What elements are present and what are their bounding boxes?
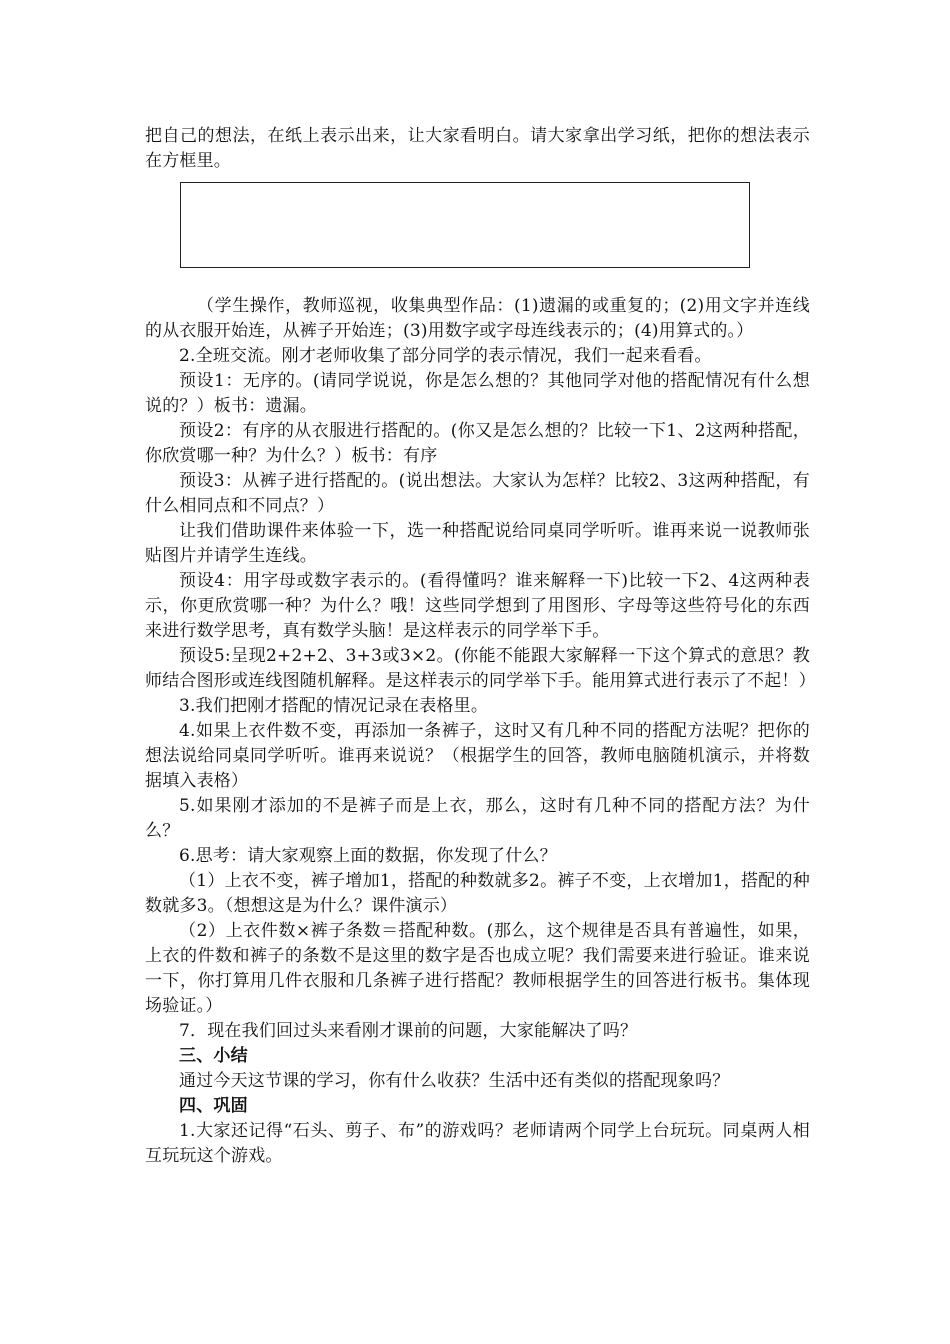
courseware-paragraph: 让我们借助课件来体验一下，选一种搭配说给同桌同学听听。谁再来说一说教师张贴图片并请学生连线。 <box>145 521 810 566</box>
student-operation-paragraph: （学生操作，教师巡视，收集典型作品：(1)遗漏的或重复的；(2)用文字并连线的从衣服开始连，从裤子开始连；(3)用数字或字母连线表示的；(4)用算式的。） <box>145 296 810 341</box>
observation-1-paragraph: （1）上衣不变，裤子增加1，搭配的种数就多2。裤子不变，上衣增加1，搭配的种数就多3。（想想这是为什么？课件演示） <box>145 871 810 916</box>
preset-1-paragraph: 预设1：无序的。(请同学说说，你是怎么想的？其他同学对他的搭配情况有什么想说的？）板书：遗漏。 <box>145 371 810 416</box>
game-paragraph: 1.大家还记得“石头、剪子、布”的游戏吗？老师请两个同学上台玩玩。同桌两人相互玩玩这个游戏。 <box>145 1121 810 1166</box>
summary-paragraph: 通过今天这节课的学习，你有什么收获？生活中还有类似的搭配现象吗？ <box>179 1071 730 1091</box>
record-table-paragraph: 3.我们把刚才搭配的情况记录在表格里。 <box>179 696 489 716</box>
consolidation-heading: 四、巩固 <box>179 1096 248 1116</box>
document-page <box>145 124 816 1169</box>
review-question-paragraph: 7．现在我们回过头来看刚才课前的问题，大家能解决了吗？ <box>179 1021 638 1041</box>
preset-2-paragraph: 预设2：有序的从衣服进行搭配的。(你又是怎么想的？比较一下1、2这两种搭配，你欣赏哪一种？为什么？）板书：有序 <box>145 421 810 466</box>
observation-2-paragraph: （2）上衣件数×裤子条数＝搭配种数。(那么，这个规律是否具有普遍性，如果，上衣的件数和裤子的条数不是这里的数字是否也成立呢？我们需要来进行验证。谁来说一下，你打算用几件衣服和几条裤子进行搭配？教师根据学生的回答进行板书。集体现场验证。） <box>145 921 810 1016</box>
class-exchange-paragraph: 2.全班交流。刚才老师收集了部分同学的表示情况，我们一起来看看。 <box>179 346 712 366</box>
intro-paragraph: 把自己的想法，在纸上表示出来，让大家看明白。请大家拿出学习纸，把你的想法表示在方框里。 <box>145 126 810 171</box>
add-pants-paragraph: 4.如果上衣件数不变，再添加一条裤子，这时又有几种不同的搭配方法呢？把你的想法说给同桌同学听听。谁再来说说？（根据学生的回答，教师电脑随机演示，并将数据填入表格） <box>145 721 810 791</box>
add-shirt-paragraph: 5.如果刚才添加的不是裤子而是上衣，那么，这时有几种不同的搭配方法？为什么？ <box>145 796 810 841</box>
summary-heading: 三、小结 <box>179 1046 248 1066</box>
answer-box <box>180 182 750 268</box>
preset-3-paragraph: 预设3：从裤子进行搭配的。(说出想法。大家认为怎样？比较2、3这两种搭配，有什么相同点和不同点？） <box>145 471 810 516</box>
think-paragraph: 6.思考：请大家观察上面的数据，你发现了什么？ <box>179 846 557 866</box>
preset-5-paragraph: 预设5:呈现2+2+2、3+3或3×2。(你能不能跟大家解释一下这个算式的意思？教师结合图形或连线图随机解释。是这样表示的同学举下手。能用算式进行表示了不起！） <box>145 646 816 691</box>
preset-4-paragraph: 预设4：用字母或数字表示的。(看得懂吗？谁来解释一下)比较一下2、4这两种表示，你更欣赏哪一种？为什么？哦！这些同学想到了用图形、字母等这些符号化的东西来进行数学思考，真有数学头脑！是这样表示的同学举下手。 <box>145 571 810 641</box>
